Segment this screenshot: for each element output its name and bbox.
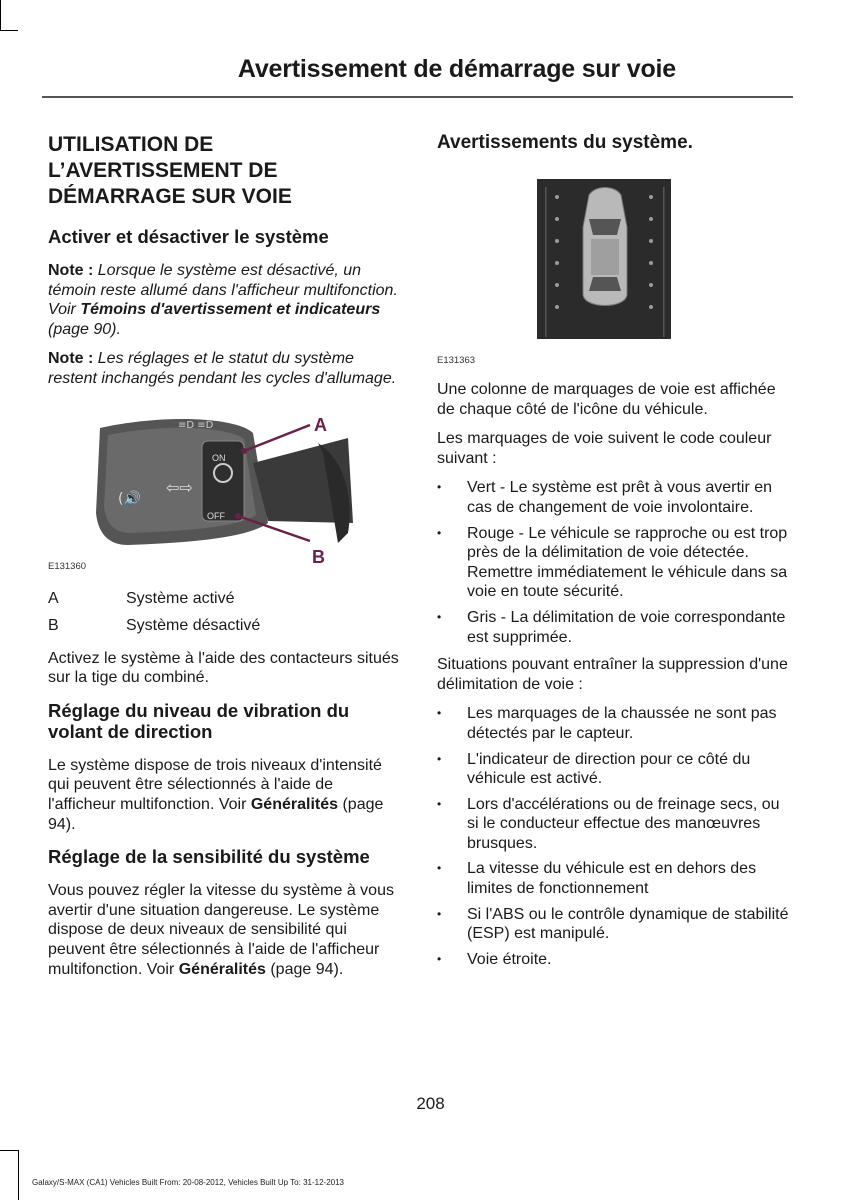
paragraph-column: Une colonne de marquages de voie est affichée de chaque côté de l'icône du véhicule. xyxy=(437,381,776,418)
paragraph-activate: Activez le système à l'aide des contacteurs situés sur la tige du combiné. xyxy=(48,649,399,687)
legend-key: A xyxy=(48,589,59,607)
list-item: • L'indicateur de direction pour ce côté du véhicule est activé. xyxy=(437,750,793,789)
note-2 xyxy=(48,349,404,388)
callout-a: A xyxy=(314,414,327,435)
figure-lane-display xyxy=(437,167,793,366)
lane-display-illustration xyxy=(437,167,793,362)
situation-list xyxy=(437,704,793,969)
crop-mark xyxy=(0,30,18,31)
paragraph-vibration xyxy=(48,756,404,834)
list-item: • La vitesse du véhicule est en dehors des limites de fonctionnement xyxy=(437,859,793,898)
legend-value: Système activé xyxy=(126,589,235,607)
legend-value: Système désactivé xyxy=(126,616,261,634)
list-item: • Lors d'accélérations ou de freinage secs, ou si le conducteur effectue des manœuvres brusques. xyxy=(437,795,793,854)
switch-off-label: OFF xyxy=(207,510,225,521)
heading-activate: Activer et désactiver le système xyxy=(48,226,329,247)
color-code-list xyxy=(437,478,793,647)
paragraph-colors: Les marquages de voie suivent le code couleur suivant : xyxy=(437,430,772,467)
list-item: • Gris - La délimitation de voie correspondante est supprimée. xyxy=(437,608,793,647)
cross-reference-link[interactable]: Généralités xyxy=(250,795,339,813)
note-text: Lorsque le système est désactivé, un témoin reste allumé dans l'afficheur multifonction. Voir xyxy=(48,262,398,319)
heading-vibration: Réglage du niveau de vibration du volant de direction xyxy=(48,699,350,742)
section-title: UTILISATION DE L’AVERTISSEMENT DE DÉMARRAGE SUR VOIE xyxy=(48,133,292,208)
left-column xyxy=(48,132,404,989)
legend-key: B xyxy=(48,616,59,634)
svg-text:⇦⇨: ⇦⇨ xyxy=(166,477,193,497)
paragraph-situations: Situations pouvant entraîner la suppression d'une délimitation de voie : xyxy=(437,656,788,693)
page-number: 208 xyxy=(416,1094,445,1113)
list-item: • Les marquages de la chaussée ne sont pas détectés par le capteur. xyxy=(437,704,793,743)
svg-text:(🔊: (🔊 xyxy=(118,490,141,507)
list-item: • Rouge - Le véhicule se rapproche ou est trop près de la délimitation de voie détectée. Remettre immédiatement le véhicule dans sa voie en toute sécurité. xyxy=(437,524,793,602)
svg-text:≡D ≡D: ≡D ≡D xyxy=(178,419,214,431)
header-divider xyxy=(42,96,793,98)
legend-row xyxy=(48,616,404,635)
figure-legend xyxy=(48,589,404,635)
list-item: • Si l'ABS ou le contrôle dynamique de stabilité (ESP) est manipulé. xyxy=(437,905,793,944)
note-label: Note : xyxy=(48,350,94,368)
crop-mark xyxy=(18,1150,19,1200)
page-ref: (page 94). xyxy=(48,795,384,833)
list-item: • Voie étroite. xyxy=(437,950,793,970)
callout-b: B xyxy=(312,546,325,567)
note-1 xyxy=(48,261,404,339)
legend-row xyxy=(48,589,404,608)
paragraph-sensitivity xyxy=(48,881,404,979)
paragraph-text: Le système dispose de trois niveaux d'intensité qui peuvent être sélectionnés à l'aide de l'afficheur multifonction. Voir xyxy=(48,756,382,813)
page-title: Avertissement de démarrage sur voie xyxy=(237,55,676,83)
page-ref: (page 94). xyxy=(265,960,344,978)
crop-mark xyxy=(0,1150,18,1151)
cross-reference-link[interactable]: Généralités xyxy=(178,960,266,978)
paragraph-text: Vous pouvez régler la vitesse du système à vous avertir d'une situation dangereuse. Le système dispose de deux niveaux de sensibilité qui peuvent être sélectionnés à l'aide de l'afficheur multifonction. Voir xyxy=(48,882,394,978)
footer-text: Galaxy/S-MAX (CA1) Vehicles Built From: 20-08-2012, Vehicles Built Up To: 31-12-2013 xyxy=(32,1178,344,1187)
figure-code: E131363 xyxy=(437,355,476,366)
heading-sensitivity: Réglage de la sensibilité du système xyxy=(48,846,370,868)
figure-code: E131360 xyxy=(48,560,87,572)
note-label: Note : xyxy=(48,262,94,279)
crop-mark xyxy=(0,0,1,30)
stalk-illustration xyxy=(48,403,404,573)
figure-indicator-stalk xyxy=(48,403,404,573)
note-text: Les réglages et le statut du système restent inchangés pendant les cycles d'allumage. xyxy=(48,350,397,387)
list-item: • Vert - Le système est prêt à vous avertir en cas de changement de voie involontaire. xyxy=(437,478,793,517)
right-column xyxy=(437,132,793,977)
cross-reference-link[interactable]: Témoins d'avertissement et indicateurs xyxy=(80,301,381,319)
page-ref: (page 90). xyxy=(48,320,121,338)
heading-warnings: Avertissements du système. xyxy=(437,132,693,153)
switch-on-label: ON xyxy=(212,452,226,463)
